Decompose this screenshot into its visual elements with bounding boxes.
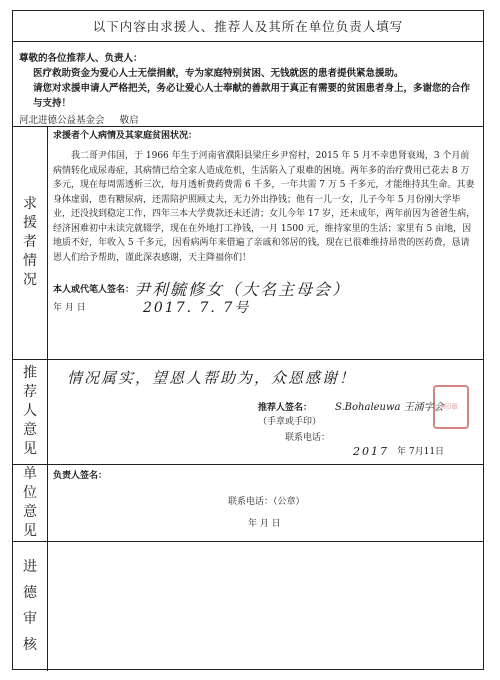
side-label-review <box>13 541 47 671</box>
side-char: 见 <box>23 441 37 457</box>
recommender-phone-label: 联系电话： <box>285 433 331 443</box>
unit-phone-label: 联系电话：（公章） <box>228 497 305 507</box>
request-date-handwritten: 2017. 7. 7号 <box>143 300 251 316</box>
side-char: 意 <box>23 422 37 438</box>
side-label-recommender <box>13 359 47 464</box>
side-char: 单 <box>23 465 37 482</box>
request-signer-label: 本人或代笔人签名： <box>53 285 135 295</box>
side-label-request <box>13 126 47 359</box>
side-char: 援 <box>23 215 37 231</box>
side-char: 荐 <box>23 384 37 400</box>
side-char: 位 <box>23 484 37 501</box>
recommender-signer-label: 推荐人签名： <box>258 403 313 413</box>
request-date-label: 年 月 日 <box>53 303 86 313</box>
request-signer-row <box>53 280 478 299</box>
recommender-seal-stamp: 印章 <box>433 385 469 429</box>
request-story: 我二哥尹伟国，于 1966 年生于河南省濮阳县梁庄乡尹窑村，2015 年 5 月不幸患肾衰竭，3 个月前病情转化成尿毒症，其病情已给全家人造成危机，生活陷入了艰难的困境。两年多的治疗费用已花去 8 万多元，现在每周需透析三次，每月透析费药费需 6 千多，一年共需 7 万 5 千多元，才能维持其生命。其妻身体虚弱，患有糖尿病，还需陪护照顾丈夫，无力外出挣钱；他有一儿一女，儿子今年 5 月份刚大学毕业，还没找到稳定工作，四年三本大学费款还未还清；女儿今年 17 岁，还未成年，两年前因为爸爸生病，经济困难初中未读完就辍学，现在在外地打工挣钱，一月 1500 元，维持家里的生活；家里有 5 亩地，因地质不好，年收入 5 千多元，因看病两年来借遍了亲戚和邻居的钱，现在已很难维持昂贵的医药费，恳请恩人们给予帮助，谨此深表感谢，天主降福你们！ <box>53 151 476 263</box>
intro-greeting: 尊敬的各位推荐人、负责人： <box>19 53 143 64</box>
recommender-opinion: 情况属实，望恩人帮助为，众恩感谢！ <box>67 369 357 387</box>
recommender-date-tail: 年 7月11日 <box>397 447 445 457</box>
side-char: 德 <box>23 585 37 601</box>
request-signature: 尹利毓修女（大名主母会） <box>134 280 351 299</box>
side-char: 求 <box>23 196 37 212</box>
recommender-content <box>53 363 478 461</box>
divider-recommender <box>13 464 483 465</box>
intro-notice <box>19 51 479 128</box>
intro-org-name: 河北进德公益基金会 <box>19 115 105 126</box>
review-content-area[interactable] <box>53 545 478 665</box>
unit-date-label: 年 月 日 <box>248 519 281 529</box>
side-char: 情 <box>23 253 37 269</box>
request-content <box>53 129 478 315</box>
side-char: 进 <box>23 559 37 575</box>
side-char: 审 <box>23 611 37 627</box>
recommender-signer-note: （手章或手印） <box>258 417 322 427</box>
divider-unit <box>13 541 483 542</box>
recommender-signature: S.Bohaleuwa 王涌字会 <box>335 402 444 413</box>
intro-line-1: 医疗救助资金为爱心人士无偿捐献，专为家庭特别贫困、无钱就医的患者提供紧急援助。 <box>33 68 404 79</box>
unit-head-label: 负责人签名： <box>53 471 108 481</box>
divider-request <box>13 359 483 360</box>
form-header-title: 以下内容由求援人、推荐人及其所在单位负责人填写 <box>13 11 483 42</box>
intro-closing: 敬启 <box>119 115 139 126</box>
application-form <box>12 10 484 670</box>
request-prompt: 求援者个人病情及其家庭贫困状况： <box>53 131 198 141</box>
side-char: 者 <box>23 234 37 250</box>
side-char: 意 <box>23 503 37 520</box>
side-char: 况 <box>23 272 37 288</box>
side-label-unit <box>13 464 47 541</box>
divider-intro <box>13 126 483 127</box>
unit-content <box>53 469 478 539</box>
side-char: 推 <box>23 365 37 381</box>
side-char: 核 <box>23 637 37 653</box>
side-char: 见 <box>23 522 37 539</box>
recommender-date-row <box>353 445 444 459</box>
request-date-row <box>53 301 478 315</box>
intro-line-2: 请您对求援申请人严格把关，务必让爱心人士奉献的善款用于真正有需要的贫困患者身上，多谢您的合作与支持！ <box>33 83 471 109</box>
side-column-divider <box>47 126 48 671</box>
recommender-date-year: 2017 <box>353 445 389 458</box>
side-char: 人 <box>23 403 37 419</box>
